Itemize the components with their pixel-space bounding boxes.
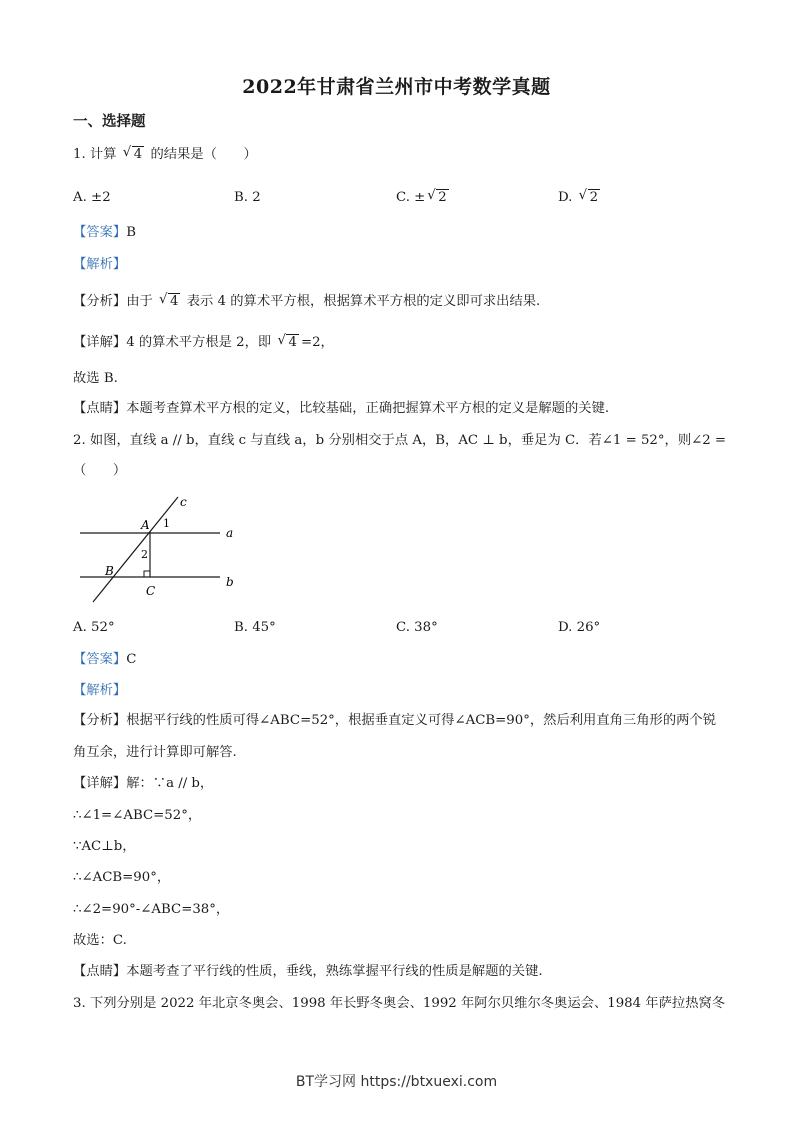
- q1-option-c-radicand: 2: [438, 190, 447, 205]
- q1-fenxi-pre: 由于: [126, 294, 153, 309]
- q1-fenxi: [73, 293, 540, 311]
- q2-fenxi-text: 根据平行线的性质可得∠ABC=52°，根据垂直定义可得∠ACB=90°，然后利用直角三角形的两个锐: [126, 713, 717, 728]
- q1-comment: [73, 400, 609, 418]
- label-angle-1: 1: [163, 517, 170, 530]
- q2-step: ∴∠1=∠ABC=52°，: [73, 808, 202, 823]
- q2-option-c: C. 38°: [396, 620, 438, 635]
- q2-step: ∴∠2=90°-∠ABC=38°，: [73, 902, 230, 917]
- q1-stem-radicand: 4: [133, 147, 143, 162]
- q1-comment-text: 本题考查算术平方根的定义，比较基础，正确把握算术平方根的定义是解题的关键.: [126, 401, 610, 416]
- q1-answer-value: B: [126, 225, 136, 240]
- section-heading: 一、选择题: [73, 113, 146, 130]
- q1-analysis-tag: 【解析】: [73, 257, 127, 272]
- q2-option-d: D. 26°: [558, 620, 601, 635]
- q2-fenxi-line2: 角互余，进行计算即可解答.: [73, 745, 237, 760]
- q2-option-b: B. 45°: [234, 620, 276, 635]
- sqrt-icon: √ 4: [159, 292, 179, 309]
- q2-comment: [73, 963, 543, 981]
- q1-answer: [73, 224, 136, 242]
- detail-tag: 【详解】: [73, 335, 127, 350]
- q2-fenxi-line1: [73, 712, 716, 730]
- sqrt-icon: √ 4: [122, 145, 143, 162]
- sqrt-icon: √ 2: [427, 188, 447, 205]
- detail-tag: 【详解】: [73, 776, 127, 791]
- right-angle-icon: [144, 571, 150, 577]
- q2-step: ∴∠ACB=90°，: [73, 870, 171, 885]
- q1-option-c-pre: C. ±: [396, 190, 426, 205]
- page-footer[interactable]: BT学习网 https://btxuexi.com: [295, 1074, 498, 1090]
- label-point-c: C: [146, 584, 156, 598]
- answer-tag: 【答案】: [73, 652, 127, 667]
- q2-figure: [72, 492, 247, 604]
- q1-option-c: [396, 190, 451, 205]
- q2-answer: [73, 651, 136, 669]
- q1-option-d-pre: D.: [558, 190, 573, 205]
- answer-tag: 【答案】: [73, 225, 127, 240]
- q1-choose: 故选 B.: [73, 371, 118, 386]
- q2-comment-text: 本题考查了平行线的性质，垂线，熟练掌握平行线的性质是解题的关键.: [126, 964, 543, 979]
- q1-detail-radicand: 4: [288, 335, 297, 350]
- line-c: [93, 497, 178, 602]
- q1-detail: [73, 334, 334, 352]
- q1-option-d: [558, 190, 602, 205]
- fenxi-tag: 【分析】: [73, 713, 127, 728]
- sqrt-icon: √ 2: [578, 188, 599, 205]
- q3-stem-line1: 3. 下列分别是 2022 年北京冬奥会、1998 年长野冬奥会、1992 年阿尔贝维尔冬奥运会、1984 年萨拉热窝冬: [73, 996, 726, 1011]
- label-a: a: [226, 526, 234, 540]
- q2-detail-line1: [73, 775, 213, 793]
- q1-fenxi-post: 表示 4 的算术平方根，根据算术平方根的定义即可求出结果.: [186, 294, 541, 309]
- comment-tag: 【点睛】: [73, 964, 127, 979]
- label-point-b: B: [105, 564, 114, 578]
- q2-analysis-tag: 【解析】: [73, 683, 127, 698]
- q2-detail-text: 解：∵a // b，: [126, 776, 214, 791]
- q1-fenxi-radicand: 4: [170, 294, 179, 309]
- page-title: 2022年甘肃省兰州市中考数学真题: [242, 76, 551, 98]
- q1-option-a: A. ±2: [73, 190, 111, 205]
- q1-stem-pre: 1. 计算: [73, 147, 117, 162]
- q1-option-d-radicand: 2: [589, 190, 599, 205]
- q1-detail-pre: 4 的算术平方根是 2，即: [126, 335, 272, 350]
- sqrt-icon: √ 4: [277, 333, 297, 350]
- label-c: c: [180, 495, 187, 509]
- q2-stem-line1: 2. 如图，直线 a // b，直线 c 与直线 a，b 分别相交于点 A，B，AC ⊥ b，垂足为 C．若∠1 = 52°，则∠2 =: [73, 433, 727, 448]
- q1-detail-post: =2，: [300, 335, 334, 350]
- q2-choose: 故选：C.: [73, 933, 127, 948]
- q2-stem-line2: （ ）: [73, 463, 127, 478]
- q2-answer-value: C: [126, 652, 137, 667]
- q2-step: ∵AC⊥b，: [73, 839, 136, 854]
- q2-option-a: A. 52°: [73, 620, 115, 635]
- label-b: b: [226, 575, 234, 589]
- label-point-a: A: [141, 518, 150, 532]
- comment-tag: 【点睛】: [73, 401, 127, 416]
- label-angle-2: 2: [141, 548, 148, 561]
- q1-stem-post: 的结果是（ ）: [150, 147, 257, 162]
- q1-stem: [73, 146, 257, 164]
- q1-option-b: B. 2: [234, 190, 261, 205]
- fenxi-tag: 【分析】: [73, 294, 127, 309]
